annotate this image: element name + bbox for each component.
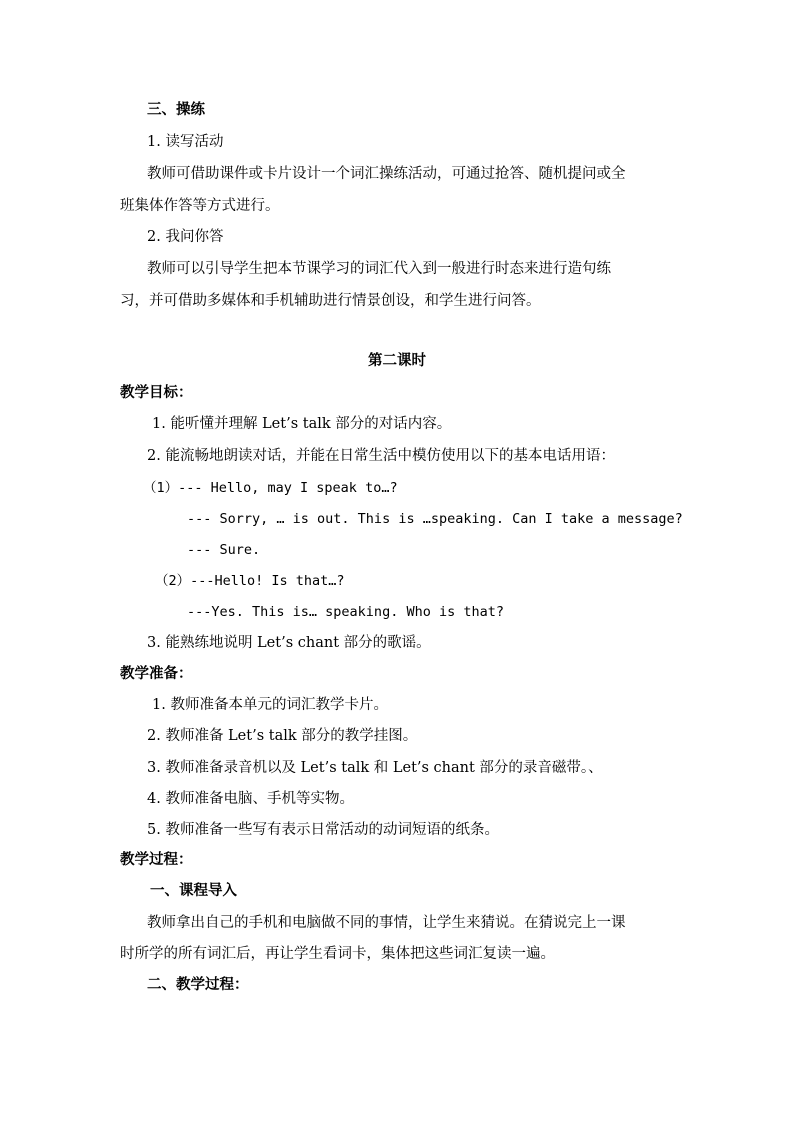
dialogue-line: --- Sure.	[187, 542, 261, 558]
preparation-item: 5. 教师准备一些写有表示日常活动的动词短语的纸条。	[147, 822, 499, 838]
process-step-title: 二、教学过程：	[147, 976, 249, 993]
preparation-item: 4. 教师准备电脑、手机等实物。	[147, 791, 354, 807]
section-heading-practice: 三、操练	[147, 101, 205, 118]
paragraph-line: 习，并可借助多媒体和手机辅助进行情景创设，和学生进行问答。	[120, 293, 541, 309]
goal-item: 2. 能流畅地朗读对话，并能在日常生活中模仿使用以下的基本电话用语：	[147, 448, 615, 464]
preparation-item: 3. 教师准备录音机以及 Let’s talk 和 Let’s chant 部分的录音磁带。、	[147, 760, 603, 776]
paragraph-line: 教师可以引导学生把本节课学习的词汇代入到一般进行时态来进行造句练	[147, 261, 611, 277]
dialogue-line: （2）---Hello! Is that…?	[155, 573, 345, 589]
paragraph-line: 时所学的所有词汇后，再让学生看词卡，集体把这些词汇复读一遍。	[120, 946, 555, 962]
preparation-item: 2. 教师准备 Let’s talk 部分的教学挂图。	[147, 728, 418, 744]
preparation-heading: 教学准备：	[120, 665, 193, 682]
paragraph-line: 教师拿出自己的手机和电脑做不同的事情，让学生来猜说。在猜说完上一课	[147, 915, 626, 931]
process-step-title: 一、课程导入	[150, 882, 237, 899]
process-heading: 教学过程：	[120, 851, 193, 868]
item-title-read-write: 1. 读写活动	[147, 134, 224, 150]
dialogue-line: --- Sorry, … is out. This is …speaking. Can I take a message?	[187, 511, 683, 527]
paragraph-line: 教师可借助课件或卡片设计一个词汇操练活动，可通过抢答、随机提问或全	[147, 166, 626, 182]
paragraph-line: 班集体作答等方式进行。	[120, 198, 280, 214]
goals-heading: 教学目标：	[120, 384, 193, 401]
lesson-title: 第二课时	[368, 352, 426, 369]
dialogue-line: ---Yes. This is… speaking. Who is that?	[187, 604, 504, 620]
item-title-qa: 2. 我问你答	[147, 229, 224, 245]
goal-item: 3. 能熟练地说明 Let’s chant 部分的歌谣。	[147, 635, 431, 651]
goal-item: 1. 能听懂并理解 Let’s talk 部分的对话内容。	[152, 416, 452, 432]
dialogue-line: （1）--- Hello, may I speak to…?	[143, 480, 398, 496]
preparation-item: 1. 教师准备本单元的词汇教学卡片。	[152, 697, 388, 713]
